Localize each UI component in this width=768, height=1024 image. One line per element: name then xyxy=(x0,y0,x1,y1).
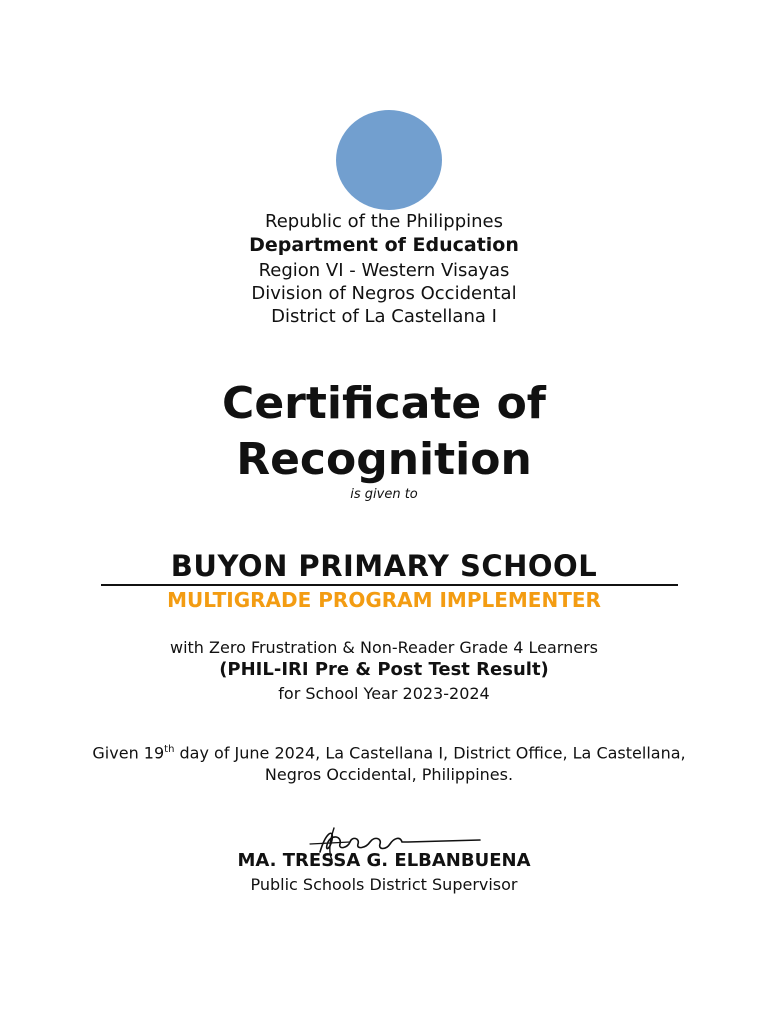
given-to-label: is given to xyxy=(350,487,418,502)
recipient-underline xyxy=(101,584,678,586)
given-ordinal-suffix: th xyxy=(164,744,175,755)
header-division: Division of Negros Occidental xyxy=(251,283,517,304)
signatory-position: Public Schools District Supervisor xyxy=(250,875,518,894)
signatory-name: MA. TRESSA G. ELBANBUENA xyxy=(237,850,531,871)
recipient-name: BUYON PRIMARY SCHOOL xyxy=(170,549,598,583)
header-republic: Republic of the Philippines xyxy=(265,211,503,232)
header-department: Department of Education xyxy=(249,234,519,256)
certificate-title-line2: Recognition xyxy=(236,434,532,485)
header-district: District of La Castellana I xyxy=(271,306,497,327)
award-title: MULTIGRADE PROGRAM IMPLEMENTER xyxy=(167,588,601,612)
given-rest: day of June 2024, La Castellana I, District Office, La Castellana, Negros Occidental, Philippines. xyxy=(174,743,686,785)
given-statement xyxy=(90,739,688,786)
certificate-title-line1: Certificate of xyxy=(222,378,546,429)
certificate-title xyxy=(0,376,768,488)
header-region: Region VI - Western Visayas xyxy=(258,260,510,281)
details-line2: (PHIL-IRI Pre & Post Test Result) xyxy=(219,659,549,680)
details-line3: for School Year 2023-2024 xyxy=(278,684,490,703)
given-prefix: Given 19 xyxy=(92,743,165,763)
details-line1: with Zero Frustration & Non-Reader Grade 4 Learners xyxy=(170,638,598,657)
seal-logo xyxy=(336,110,442,210)
